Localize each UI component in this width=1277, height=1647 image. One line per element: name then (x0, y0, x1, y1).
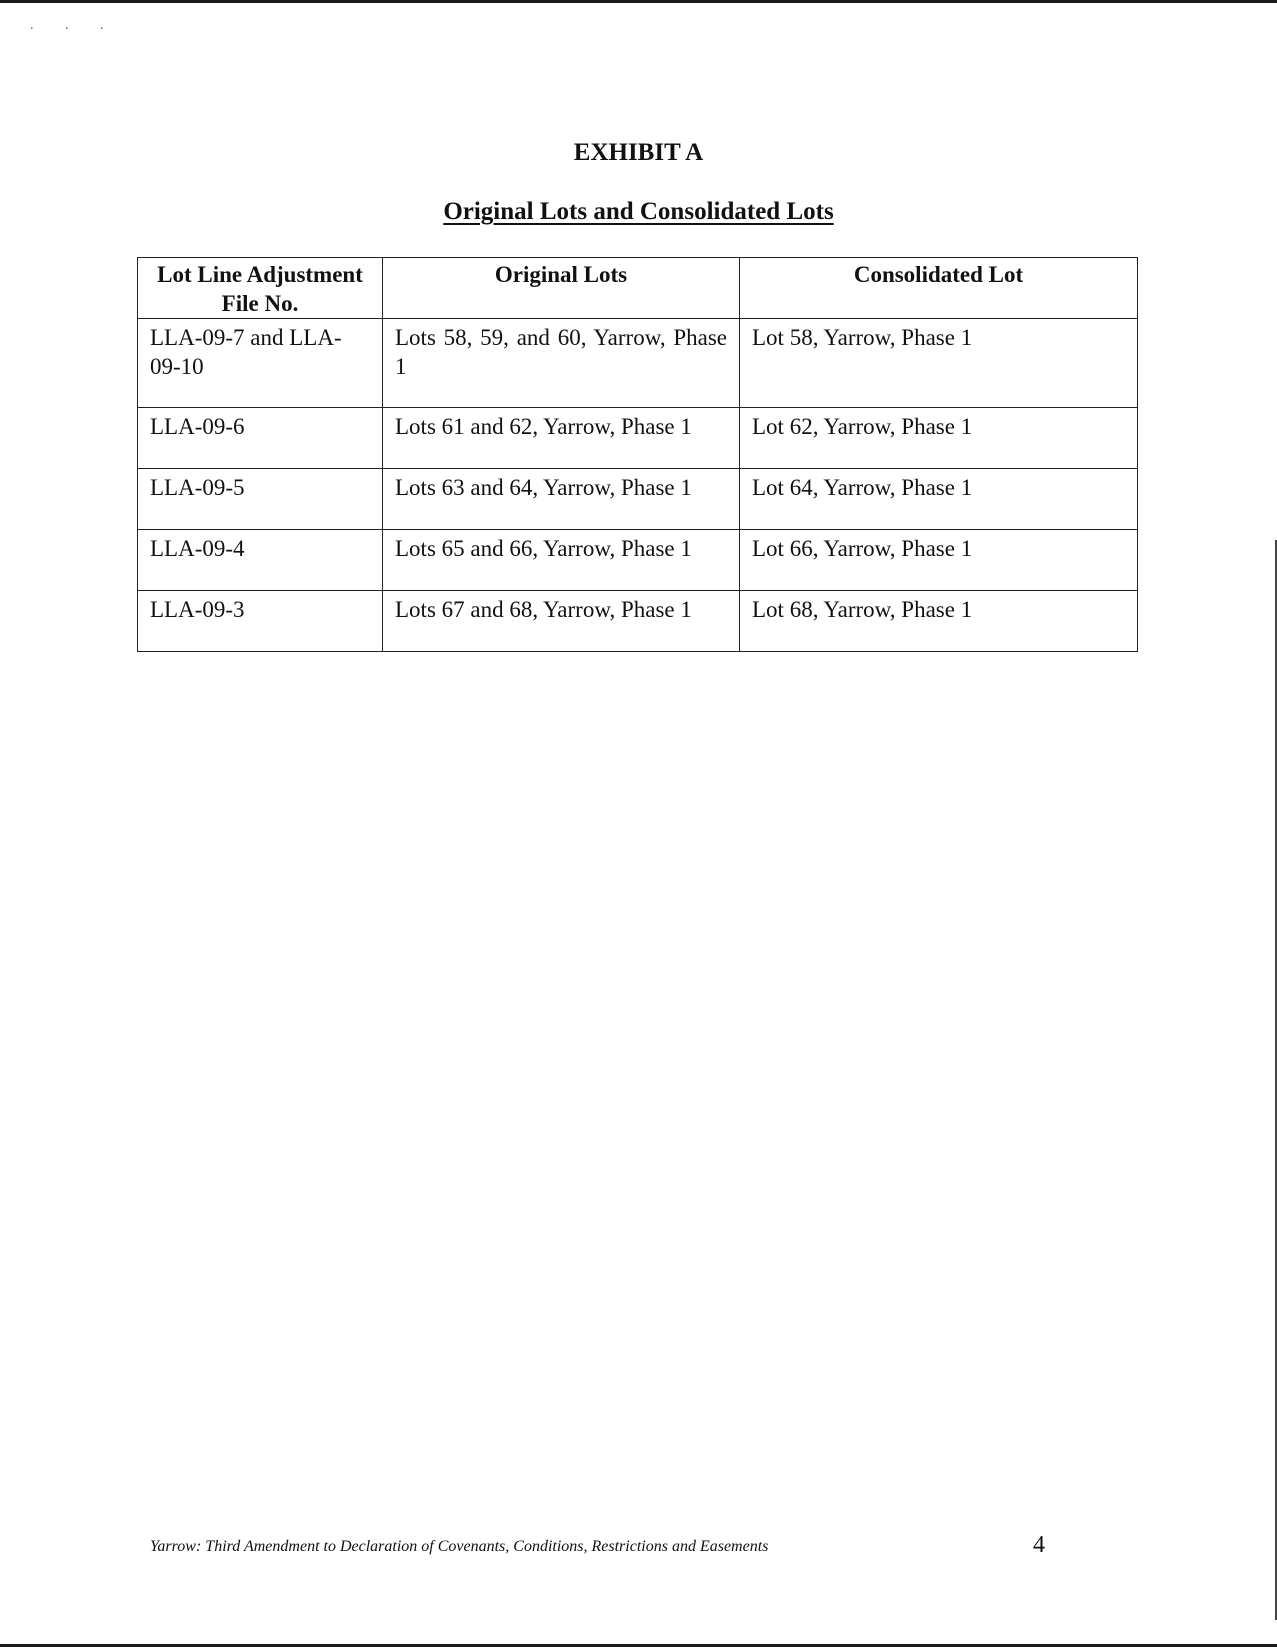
exhibit-title: EXHIBIT A (573, 139, 704, 166)
document-footer: Yarrow: Third Amendment to Declaration of Covenants, Conditions, Restrictions and Easements (150, 1538, 769, 1555)
table-row (138, 591, 1138, 652)
header-original-lots: Original Lots (383, 258, 740, 319)
scan-artifact-dots: . . . (30, 18, 118, 33)
cell-original-lots: Lots 58, 59, and 60, Yarrow, Phase 1 (383, 319, 740, 408)
cell-consolidated-lot: Lot 66, Yarrow, Phase 1 (740, 530, 1138, 591)
cell-consolidated-lot: Lot 62, Yarrow, Phase 1 (740, 408, 1138, 469)
lots-table (137, 257, 1138, 652)
cell-original-lots: Lots 61 and 62, Yarrow, Phase 1 (383, 408, 740, 469)
table-row (138, 408, 1138, 469)
table-header-row (138, 258, 1138, 319)
cell-file-no: LLA-09-3 (138, 591, 383, 652)
cell-original-lots: Lots 67 and 68, Yarrow, Phase 1 (383, 591, 740, 652)
cell-consolidated-lot: Lot 68, Yarrow, Phase 1 (740, 591, 1138, 652)
exhibit-subtitle: Original Lots and Consolidated Lots (443, 198, 834, 225)
table-row (138, 319, 1138, 408)
cell-consolidated-lot: Lot 64, Yarrow, Phase 1 (740, 469, 1138, 530)
cell-file-no: LLA-09-7 and LLA-09-10 (138, 319, 383, 408)
cell-file-no: LLA-09-6 (138, 408, 383, 469)
table-row (138, 469, 1138, 530)
cell-original-lots: Lots 65 and 66, Yarrow, Phase 1 (383, 530, 740, 591)
header-consolidated-lot: Consolidated Lot (740, 258, 1138, 319)
cell-file-no: LLA-09-5 (138, 469, 383, 530)
cell-consolidated-lot: Lot 58, Yarrow, Phase 1 (740, 319, 1138, 408)
page-number: 4 (1033, 1532, 1045, 1558)
header-file-no: Lot Line Adjustment File No. (138, 258, 383, 319)
cell-original-lots: Lots 63 and 64, Yarrow, Phase 1 (383, 469, 740, 530)
cell-file-no: LLA-09-4 (138, 530, 383, 591)
table-row (138, 530, 1138, 591)
